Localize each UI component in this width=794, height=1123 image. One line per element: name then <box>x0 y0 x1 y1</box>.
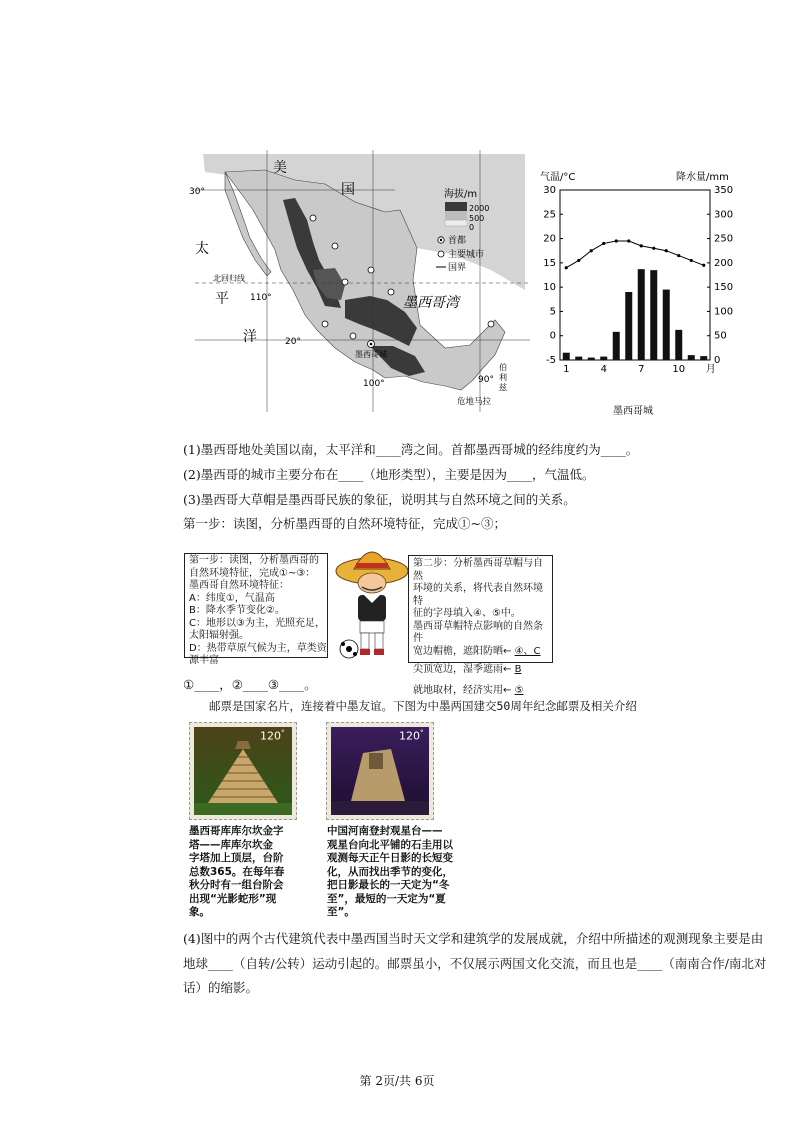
y-right-tick-label: 0 <box>714 355 721 366</box>
box-left-line: A：纬度①，气温高 <box>189 592 275 604</box>
legend-500: 500 <box>469 214 485 223</box>
lon110-label: 110° <box>250 293 272 303</box>
map-label-usa-2: 国 <box>341 182 355 198</box>
step-1-instruction: 第一步：读图，分析墨西哥的自然环境特征，完成①~③； <box>183 516 506 531</box>
capital-city-label: 墨西哥城 <box>355 350 387 359</box>
box-left-line: 太阳辐射强。 <box>189 630 249 641</box>
tropic-label: 北回归线 <box>213 274 245 283</box>
answer-blank-4: ④、C <box>514 645 541 657</box>
precipitation-bar <box>650 270 657 360</box>
city-marker <box>342 279 348 285</box>
capital-dot <box>370 343 373 346</box>
climate-chart <box>540 168 740 418</box>
question-1: (1)墨西哥地处美国以南，太平洋和____湾之间。首都墨西哥城的经纬度约为____。 <box>183 442 639 457</box>
belize-label <box>499 362 507 392</box>
chart-title: 墨西哥城 <box>613 406 653 417</box>
plot-frame <box>560 190 710 360</box>
y-left-tick-label: 10 <box>543 282 556 294</box>
stamp-mexico-pyramid <box>189 722 297 820</box>
chart-ylabel-left: 气温/°C <box>540 172 576 183</box>
legend-border: 国界 <box>448 263 467 273</box>
stamp-right-caption: 中国河南登封观星台—— 观星台向北平铺的石圭用以 观测每天正午日影的长短变 化，从而找出季节的变化， 把日影最长的一天定为“冬 至”，最短的一天定为“夏 至”。 <box>327 825 453 918</box>
y-left-tick-label: 0 <box>549 330 556 342</box>
box-right-row-3: 就地取材，经济实用← ⑤ <box>413 684 524 696</box>
y-right-tick-label: 100 <box>714 306 734 318</box>
y-left-tick-label: 25 <box>543 209 556 221</box>
city-marker <box>322 321 328 327</box>
city-marker <box>488 321 494 327</box>
box-right-line: 第二步：分析墨西哥草帽与自然 <box>413 558 543 582</box>
precipitation-bar <box>563 353 570 360</box>
box-right-row-1: 宽边帽檐，遮阳防晒← ④、C <box>413 645 541 657</box>
page-footer: 第 2页/共 6页 <box>359 1074 435 1088</box>
map-label-pacific-3: 洋 <box>243 329 257 345</box>
city-marker <box>310 215 316 221</box>
temperature-point <box>602 242 605 245</box>
guatemala-label: 危地马拉 <box>457 397 492 407</box>
city-marker <box>368 267 374 273</box>
map-label-usa-1: 美 <box>273 160 287 176</box>
stamp-left-caption: 墨西哥库库尔坎金字 塔——库库尔坎金 字塔加上顶层，台阶 总数365。在每年春 秋分时有一组台阶会 出现“光影蛇形”现 象。 <box>189 825 285 918</box>
y-left-tick-label: -5 <box>546 355 556 366</box>
lon100-label: 100° <box>363 379 385 389</box>
temperature-point <box>640 244 643 247</box>
temperature-point <box>665 249 668 252</box>
box-right-row-2: 尖顶宽边，湿季遮雨← B <box>413 664 522 675</box>
temperature-point <box>652 247 655 250</box>
answer-b: B <box>514 664 522 675</box>
temperature-point <box>627 239 630 242</box>
y-right-tick-label: 50 <box>714 330 727 342</box>
x-tick-label: 4 <box>600 364 607 375</box>
svg-text:伯: 伯 <box>499 363 507 372</box>
x-unit-label: 月 <box>705 364 716 375</box>
lat30-label: 30° <box>189 187 205 197</box>
legend-title: 海拔/m <box>444 189 478 200</box>
precipitation-bar <box>625 292 632 360</box>
answer-blanks-1-3: ①____，②____③____。 <box>183 677 317 692</box>
precipitation-bar <box>588 358 595 360</box>
legend-2000: 2000 <box>469 204 490 213</box>
y-left-tick-label: 30 <box>543 185 556 196</box>
y-left-tick-label: 20 <box>543 233 556 245</box>
x-tick-label: 1 <box>563 364 570 375</box>
y-left-tick-label: 5 <box>549 306 556 318</box>
box-left-line: C：地形以③为主，光照充足， <box>189 617 325 629</box>
y-right-tick-label: 200 <box>714 257 734 269</box>
y-right-tick-label: 300 <box>714 209 734 221</box>
legend-capital: 首都 <box>448 236 467 246</box>
stamp-right-denomination: 120° <box>399 729 424 743</box>
natural-features-box <box>184 553 328 666</box>
box-right-line: 环境的关系，将代表自然环境特 <box>413 583 543 607</box>
stamp-china-observatory <box>326 722 434 820</box>
question-4-line-1: (4)图中的两个古代建筑代表中墨西国当时天文学和建筑学的发展成就，介绍中所描述的观测现象主要是由 <box>183 931 764 946</box>
x-tick-label: 10 <box>672 364 686 375</box>
answer-blank-5: ⑤ <box>514 684 524 696</box>
lon90-label: 90° <box>478 375 494 385</box>
temperature-point <box>702 264 705 267</box>
box-left-line: 第一步：读图，分析墨西哥的 <box>189 555 319 566</box>
box-left-line: 自然环境特征，完成①~③： <box>189 567 316 579</box>
temperature-line <box>566 241 704 268</box>
legend-0: 0 <box>469 223 475 232</box>
svg-text:兹: 兹 <box>499 383 507 392</box>
question-4-line-3: 话）的缩影。 <box>183 980 259 995</box>
precipitation-bar <box>575 357 582 360</box>
question-3: (3)墨西哥大草帽是墨西哥民族的象征，说明其与自然环境之间的关系。 <box>183 492 576 507</box>
question-4-line-2: 地球____（自转/公转）运动引起的。邮票虽小，不仅展示两国文化交流，而且也是____（南南合作/南北对 <box>183 956 767 971</box>
temperature-point <box>590 249 593 252</box>
box-left-line: D：热带草原气候为主，草类资 <box>189 642 327 654</box>
x-tick-label: 7 <box>638 364 645 375</box>
precipitation-bar <box>675 330 682 360</box>
stamps-intro: 邮票是国家名片，连接着中墨友谊。下图为中墨两国建交50周年纪念邮票及相关介绍 <box>209 699 637 713</box>
box-right-line: 征的字母填入④、⑤中。 <box>413 608 521 619</box>
precipitation-bar <box>688 355 695 360</box>
legend-city: 主要城市 <box>448 250 485 260</box>
map-label-pacific-2: 平 <box>215 291 229 307</box>
box-left-line: B：降水季节变化②。 <box>189 605 285 616</box>
precipitation-bar <box>613 332 620 360</box>
box-left-line: 源丰富 <box>189 655 219 666</box>
temperature-point <box>677 254 680 257</box>
sombrero-analysis-box <box>408 555 553 696</box>
map-label-pacific-1: 太 <box>195 241 209 257</box>
map-label-gulf: 墨西哥湾 <box>403 295 459 311</box>
temperature-point <box>565 266 568 269</box>
y-right-tick-label: 350 <box>714 185 734 196</box>
svg-text:利: 利 <box>499 373 507 382</box>
question-2: (2)墨西哥的城市主要分布在____（地形类型），主要是因为____，气温低。 <box>183 467 595 482</box>
sombrero-mascot-illustration <box>334 541 410 663</box>
mexico-map <box>189 150 530 412</box>
y-left-tick-label: 15 <box>543 257 556 269</box>
precipitation-bar <box>638 269 645 360</box>
box-right-line: 墨西哥草帽特点影响的自然条件 <box>413 620 543 644</box>
precipitation-bar <box>663 290 670 360</box>
y-right-tick-label: 250 <box>714 233 734 245</box>
box-left-line: 墨西哥自然环境特征： <box>189 580 289 591</box>
chart-ylabel-right: 降水量/mm <box>676 172 729 183</box>
stamp-left-denomination: 120° <box>260 729 285 743</box>
precipitation-bar <box>700 356 707 360</box>
city-marker <box>388 289 394 295</box>
temperature-point <box>690 259 693 262</box>
y-right-tick-label: 150 <box>714 282 734 294</box>
city-marker <box>332 243 338 249</box>
temperature-point <box>615 239 618 242</box>
precipitation-bar <box>600 357 607 360</box>
city-marker <box>350 333 356 339</box>
temperature-point <box>577 259 580 262</box>
lat20-label: 20° <box>285 337 301 347</box>
